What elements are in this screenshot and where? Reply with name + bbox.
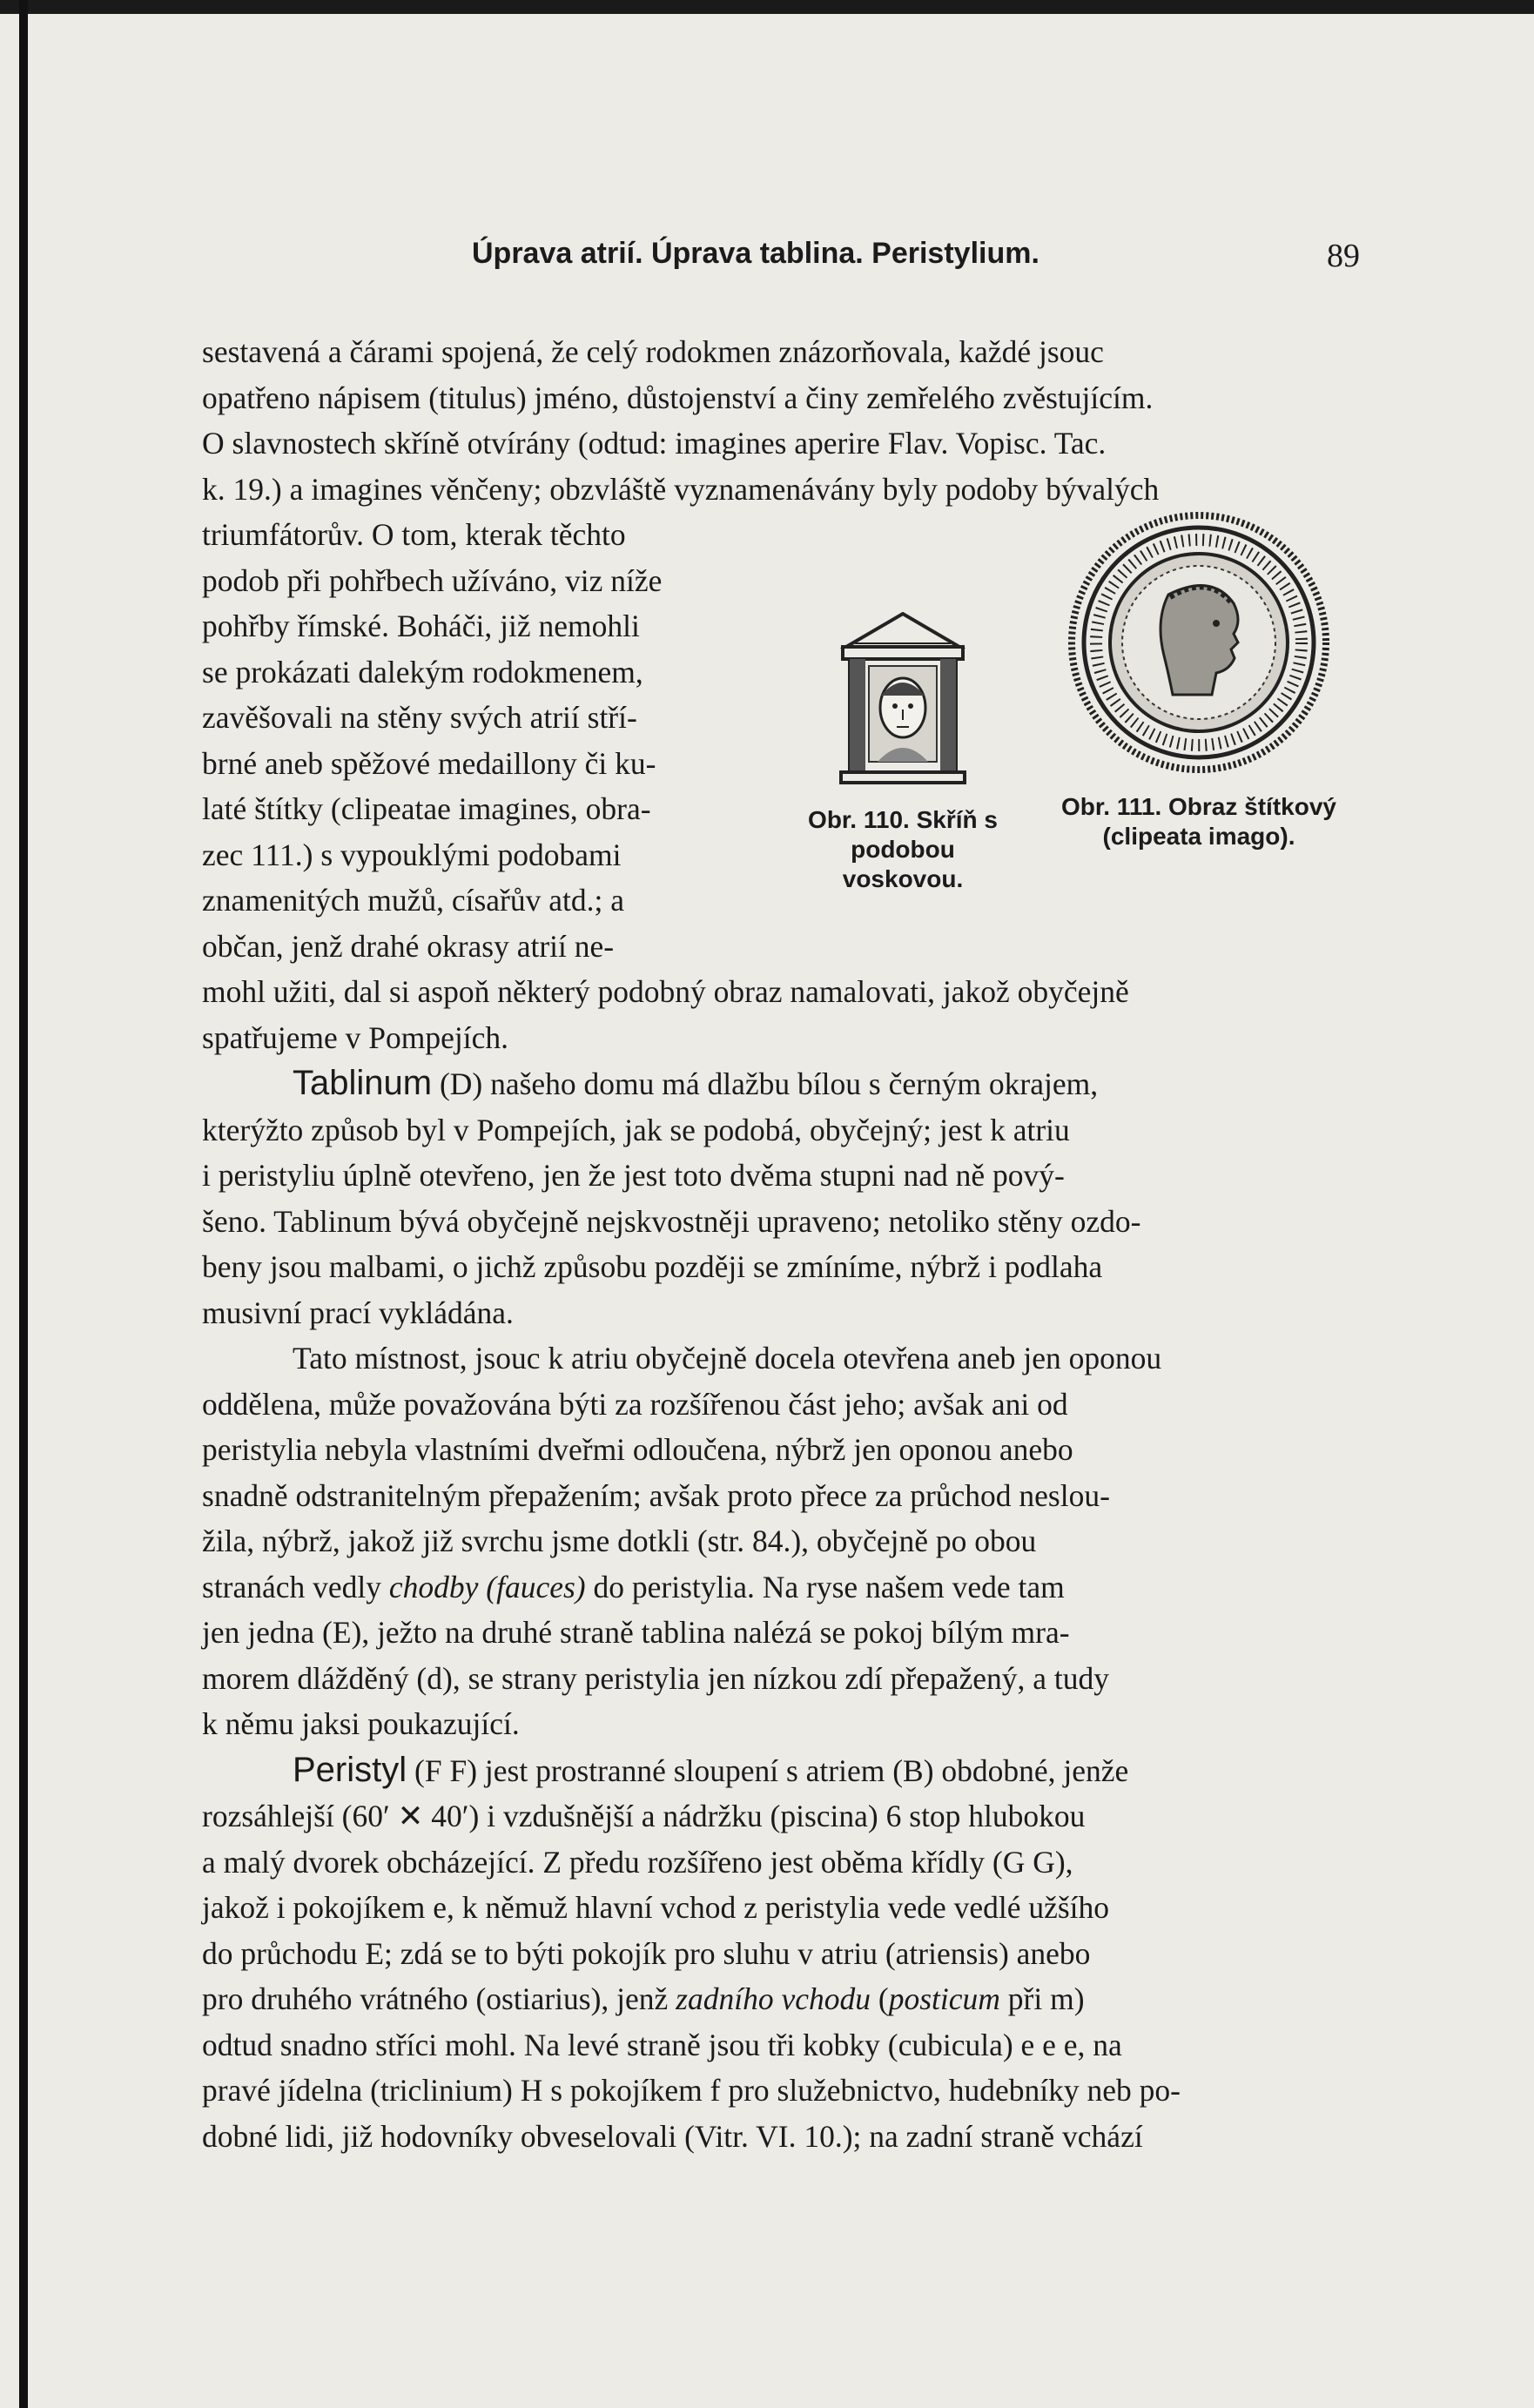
text-line: se prokázati dalekým rodokmenem, — [202, 654, 643, 689]
emphasis-chodby: chodby (fauces) — [388, 1569, 586, 1604]
text-line: k. 19.) a imagines věnčeny; obzvláště vyznamenávány byly podoby bývalých — [202, 471, 1160, 507]
text-line: sestavená a čárami spojená, že celý rodokmen znázorňovala, každé jsouc — [202, 334, 1104, 369]
text-line: šeno. Tablinum bývá obyčejně nejskvostněji upraveno; netoliko stěny ozdo- — [202, 1203, 1141, 1239]
wrapped-text — [202, 512, 759, 969]
shrine-illustration — [838, 612, 968, 786]
page-number: 89 — [1327, 238, 1360, 274]
text-line: kterýžto způsob byl v Pompejích, jak se podobá, obyčejný; jest k atriu — [202, 1112, 1070, 1147]
text-span: (F F) jest prostranné sloupení s atriem (B) obdobné, jenže — [414, 1752, 1129, 1788]
text-line: znamenitých mužů, císařův atd.; a — [202, 883, 624, 918]
running-title: Úprava atrií. Úprava tablina. Peristylium. — [472, 237, 1039, 270]
text-line: triumfátorův. O tom, kterak těchto — [202, 517, 626, 552]
text-line: spatřujeme v Pompejích. — [202, 1019, 508, 1055]
text-line: mohl užiti, dal si aspoň některý podobný obraz namalovati, jakož obyčejně — [202, 974, 1129, 1009]
emphasis-zadniho-vchodu: zadního vchodu — [676, 1981, 871, 2016]
text-span: ( — [878, 1981, 889, 2016]
text-line: k němu jaksi poukazující. — [202, 1706, 520, 1741]
text-line: rozsáhlejší (60′ ✕ 40′) i vzdušnější a nádržku (piscina) 6 stop hlubokou — [202, 1799, 1086, 1833]
text-line: Tato místnost, jsouc k atriu obyčejně docela otevřena aneb jen oponou — [293, 1341, 1162, 1376]
text-line: zavěšovali na stěny svých atrií stří- — [202, 700, 637, 735]
text-line: beny jsou malbami, o jichž způsobu později se zmíníme, nýbrž i podlaha — [202, 1249, 1103, 1284]
tablinum-paragraph — [202, 1060, 1360, 1335]
text-line: zec 111.) s vypouklými podobami — [202, 837, 622, 872]
text-span: při m) — [1007, 1981, 1085, 2016]
text-line: i peristyliu úplně otevřeno, jen že jest toto dvěma stupni nad ně pový- — [202, 1158, 1065, 1193]
scan-binding-edge — [19, 0, 28, 2408]
text-line — [202, 1060, 1360, 1107]
running-head — [202, 218, 1360, 274]
scan-top-edge — [0, 0, 1534, 14]
lead-term-tablinum: Tablinum — [293, 1064, 433, 1102]
text-line: občan, jenž drahé okrasy atrií ne- — [202, 928, 615, 964]
text-line: oddělena, může považována býti za rozšířenou část jeho; avšak ani od — [202, 1386, 1068, 1422]
text-line — [202, 1564, 1360, 1611]
text-line: morem dlážděný (d), se strany peristylia jen nízkou zdí přepažený, a tudy — [202, 1660, 1109, 1696]
book-page — [202, 218, 1360, 2159]
figure-110 — [794, 612, 1012, 894]
text-line — [202, 1976, 1360, 2022]
text-line: jen jedna (E), ježto na druhé straně tablina nalézá se pokoj bílým mra- — [202, 1615, 1070, 1650]
after-figure-paragraph — [202, 969, 1360, 1060]
figure-110-caption: Obr. 110. Skříň s podobou voskovou. — [808, 806, 998, 892]
text-line: peristylia nebyla vlastními dveřmi odloučena, nýbrž jen oponou anebo — [202, 1432, 1073, 1467]
figure-wrap-block — [202, 512, 1360, 969]
text-line: podob při pohřbech užíváno, viz níže — [202, 562, 663, 598]
text-line: pohřby římské. Boháči, již nemohli — [202, 609, 640, 643]
body-text — [202, 329, 1360, 2159]
text-line: musivní prací vykládána. — [202, 1295, 514, 1330]
text-line: dobné lidi, již hodovníky obveselovali (Vitr. VI. 10.); na zadní straně vchází — [202, 2118, 1143, 2154]
text-span: stranách vedly — [202, 1569, 382, 1604]
text-line: brné aneb spěžové medaillony či ku- — [202, 745, 656, 781]
text-line: odtud snadno stříci mohl. Na levé straně jsou tři kobky (cubicula) e e e, na — [202, 2027, 1122, 2062]
text-line: laté štítky (clipeatae imagines, obra- — [202, 791, 651, 826]
figure-111-caption: Obr. 111. Obraz štítkový (clipeata imago). — [1061, 793, 1336, 850]
text-span: do peristylia. Na ryse našem vede tam — [593, 1569, 1065, 1604]
figure-111 — [1038, 512, 1360, 851]
text-line: O slavnostech skříně otvírány (odtud: imagines aperire Flav. Vopisc. Tac. — [202, 426, 1107, 461]
text-span: pro druhého vrátného (ostiarius), jenž — [202, 1981, 669, 2016]
emphasis-posticum: posticum — [888, 1981, 1000, 2016]
text-line: snadně odstranitelným přepažením; avšak proto přece za průchod neslou- — [202, 1477, 1110, 1513]
text-line: a malý dvorek obcházející. Z předu rozšířeno jest oběma křídly (G G), — [202, 1844, 1073, 1880]
text-line: do průchodu E; zdá se to býti pokojík pro sluhu v atriu (atriensis) anebo — [202, 1935, 1091, 1971]
text-line: pravé jídelna (triclinium) H s pokojíkem f pro služebnictvo, hudebníky neb po- — [202, 2073, 1181, 2108]
lead-term-peristyl: Peristyl — [293, 1750, 407, 1789]
tablinum-paragraph-2 — [202, 1335, 1360, 1747]
text-line: opatřeno nápisem (titulus) jméno, důstojenství a činy zemřelého zvěstujícím. — [202, 380, 1154, 415]
peristyl-paragraph — [202, 1747, 1360, 2160]
intro-paragraph — [202, 329, 1360, 512]
clipeata-imago-illustration — [1064, 512, 1334, 773]
text-line: žila, nýbrž, jakož již svrchu jsme dotkli (str. 84.), obyčejně po obou — [202, 1523, 1037, 1558]
text-line: jakož i pokojíkem e, k němuž hlavní vchod z peristylia vede vedlé užšího — [202, 1890, 1110, 1925]
text-line — [202, 1747, 1360, 1794]
text-span: (D) našeho domu má dlažbu bílou s černým okrajem, — [439, 1066, 1099, 1101]
